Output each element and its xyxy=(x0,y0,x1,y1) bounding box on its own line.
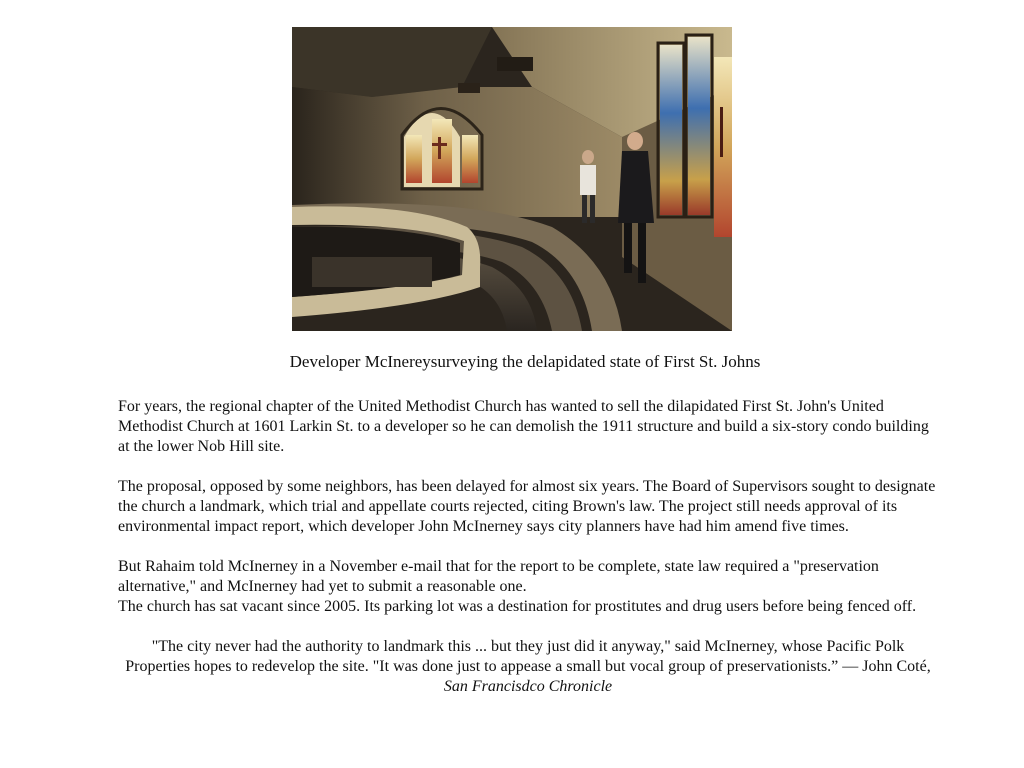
article-paragraph-1: For years, the regional chapter of the United Methodist Church has wanted to sell the dilapidated First St. John's United Methodist Church at 1601 Larkin St. to a developer so he can demolish the 1911 structure and build a six-story condo building at the lower Nob Hill site. xyxy=(118,398,929,455)
quote-text: "The city never had the authority to landmark this ... but they just did it anyway," said McInerney, whose Pacific Polk Properties hopes to redevelop the site. "It was done just to appease a small but vocal group of preservationists.” — John Coté, xyxy=(125,638,931,675)
church-interior-photo xyxy=(292,27,732,331)
photo-caption: Developer McInereysurveying the delapidated state of First St. Johns xyxy=(289,352,761,371)
article-body xyxy=(118,397,938,717)
article-paragraph-2: The proposal, opposed by some neighbors, has been delayed for almost six years. The Board of Supervisors sought to designate the church a landmark, which trial and appellate courts rejected, citing Brown's law. The project still needs approval of its environmental impact report, which developer John McInerney says city planners have had him amend five times. xyxy=(118,478,936,535)
article-paragraph-4: The church has sat vacant since 2005. Its parking lot was a destination for prostitutes and drug users before being fenced off. xyxy=(118,598,917,615)
article-quote xyxy=(118,637,938,697)
article-paragraph-3: But Rahaim told McInerney in a November e-mail that for the report to be complete, state law required a "preservation alternative," and McInerney had yet to submit a reasonable one. xyxy=(118,558,879,595)
source-publication: San Francisdco Chronicle xyxy=(443,678,613,695)
